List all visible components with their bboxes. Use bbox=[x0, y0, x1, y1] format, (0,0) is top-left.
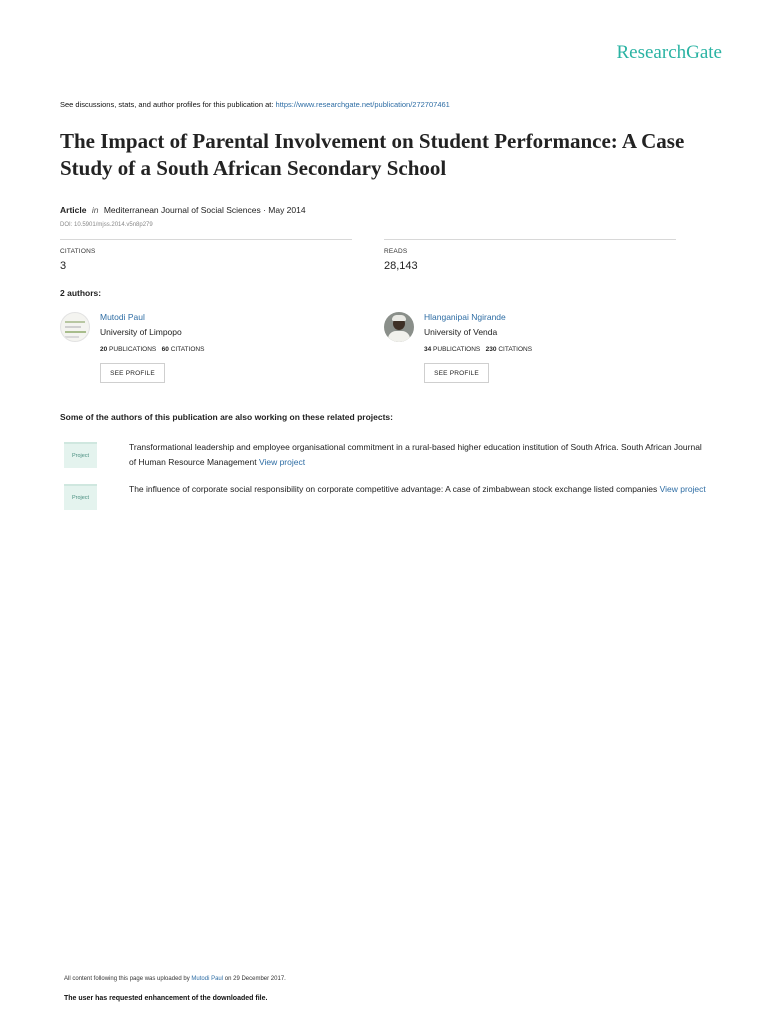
see-profile-button[interactable]: SEE PROFILE bbox=[100, 363, 165, 383]
project-thumbnail[interactable]: Project bbox=[64, 484, 97, 510]
reads-label: READS bbox=[384, 248, 408, 255]
article-in: in bbox=[91, 205, 99, 215]
author-counts bbox=[100, 346, 204, 353]
researchgate-logo[interactable]: ResearchGate bbox=[616, 42, 722, 63]
reads-count: 28,143 bbox=[384, 260, 418, 272]
author-counts bbox=[424, 346, 532, 353]
citations-label: CITATIONS bbox=[60, 248, 96, 255]
article-meta bbox=[60, 205, 306, 215]
publication-link[interactable]: https://www.researchgate.net/publication/272707461 bbox=[275, 100, 450, 109]
author-citations-count: 230 bbox=[485, 346, 497, 353]
project-title: Transformational leadership and employee organisational commitment in a rural-based higher education institution of South Africa. South African Journal of Human Resource Management bbox=[129, 442, 702, 467]
project-description bbox=[129, 482, 709, 497]
author-citations-label: CITATIONS bbox=[498, 346, 533, 353]
divider-citations bbox=[60, 239, 352, 240]
author-citations-label: CITATIONS bbox=[170, 346, 205, 353]
publication-title: The Impact of Parental Involvement on Student Performance: A Case Study of a South African Secondary School bbox=[60, 129, 685, 180]
author-citations-count: 60 bbox=[161, 346, 169, 353]
enhancement-notice: The user has requested enhancement of the downloaded file. bbox=[64, 995, 268, 1002]
author-name[interactable]: Mutodi Paul bbox=[100, 312, 145, 322]
upload-notice bbox=[64, 976, 286, 982]
project-title: The influence of corporate social responsibility on corporate competitive advantage: A case of zimbabwean stock exchange listed companies bbox=[129, 484, 658, 494]
discussion-text: See discussions, stats, and author profiles for this publication at: bbox=[60, 100, 274, 109]
article-type: Article bbox=[60, 205, 87, 215]
publications-count: 20 bbox=[100, 346, 108, 353]
view-project-link[interactable]: View project bbox=[258, 457, 306, 467]
publications-label: PUBLICATIONS bbox=[433, 346, 481, 353]
publications-count: 34 bbox=[424, 346, 432, 353]
view-project-link[interactable]: View project bbox=[659, 484, 706, 494]
avatar[interactable] bbox=[384, 312, 414, 342]
author-name[interactable]: Hlanganipai Ngirande bbox=[424, 312, 506, 322]
divider-reads bbox=[384, 239, 676, 240]
see-profile-button[interactable]: SEE PROFILE bbox=[424, 363, 489, 383]
author-institution: University of Venda bbox=[424, 327, 498, 337]
citations-count: 3 bbox=[60, 260, 67, 272]
uploader-link[interactable]: Mutodi Paul bbox=[191, 976, 224, 982]
avatar[interactable] bbox=[60, 312, 90, 342]
authors-heading: 2 authors: bbox=[60, 288, 102, 298]
author-institution: University of Limpopo bbox=[100, 327, 182, 337]
project-thumbnail[interactable]: Project bbox=[64, 442, 97, 468]
project-description bbox=[129, 440, 709, 470]
doi: DOI: 10.5901/mjss.2014.v5n8p279 bbox=[60, 222, 153, 228]
publications-label: PUBLICATIONS bbox=[109, 346, 157, 353]
upload-prefix: All content following this page was uploaded by bbox=[64, 976, 190, 982]
related-projects-heading: Some of the authors of this publication are also working on these related projects: bbox=[60, 412, 393, 422]
journal-info: Mediterranean Journal of Social Sciences · May 2014 bbox=[103, 205, 306, 215]
upload-suffix: on 29 December 2017. bbox=[224, 976, 286, 982]
discussion-notice bbox=[60, 100, 450, 109]
